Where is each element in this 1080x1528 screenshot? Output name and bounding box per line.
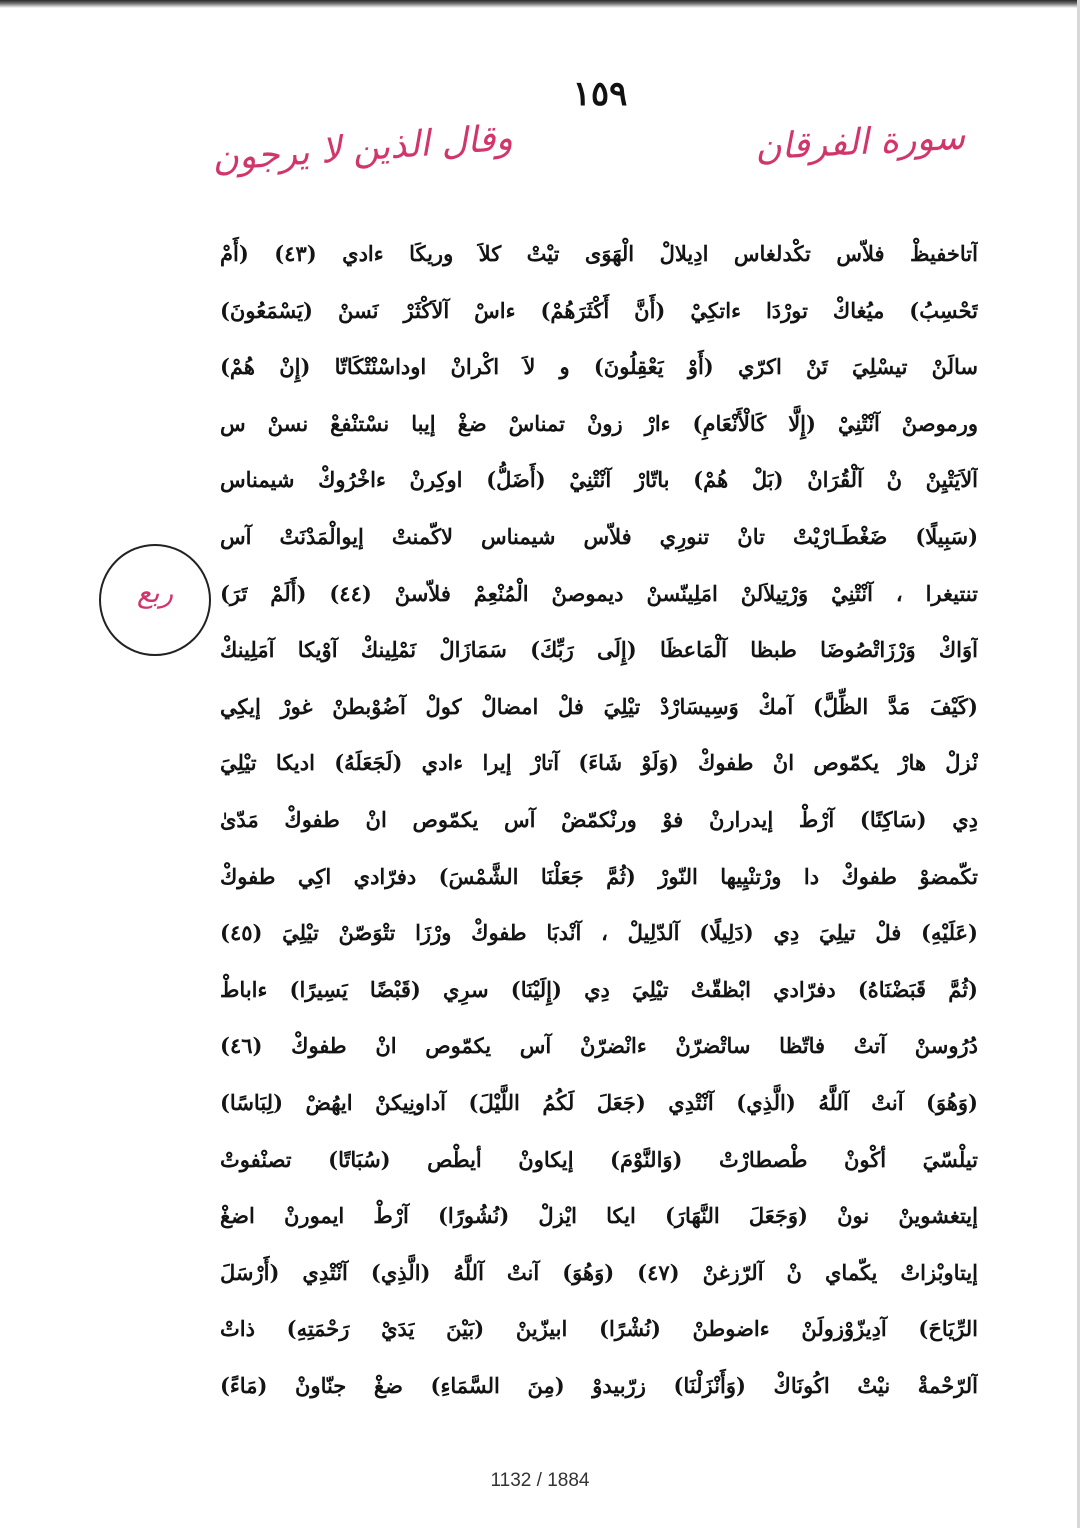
rub-marker-text: ربع [136,576,174,609]
text-line: تَحْسِبُ) ميُغاكْ تورْدَا ءاتكِيْ (أَنَّ أَكْثَرَهُمْ) ءاسْ آلاَكْثَرْ نَسنْ (يَسْمَعُونَ) [220,297,978,323]
text-line: ورموصنْ آنْتْنِيْ (إِلَّا كَالْأَنْعَامِ) ءارْ زونْ تمناسْ ضغْ إيبا نسْتنْفعْ نسنْ س [220,410,978,436]
text-line: (عَلَيْهِ) فلْ تيلِيَ دِي (دَلِيلًا) آلدّلِيلْ ، آنْدبَا طفوكْ ورْزَا تتْوَصّنْ تيْلِيَ (٤٥) [220,920,978,946]
rub-marker-circle [99,544,211,656]
text-line: (ثُمَّ قَبَضْنَاهُ) دفرّادي ابْظقّتْ تيْلِيَ دِي (إِلَيْنَا) سرِي (قَبْضًا يَسِيرًا) ءاباطْ [220,976,978,1002]
text-line: آوَاكْ وَرْزَاتْصُوضَا طبظا آلْمَاعظَا (إِلَى رَبِّكَ) سَمَازَالْ نَمْلِينكْ آوْيكا آمَلِينكْ [220,637,978,663]
text-line: نْزلْ هارْ يكمّوص انْ طفوكْ (وَلَوْ شَاءَ) آتارْ إيرا ءادي (لَجَعَلَهُ) اديكا تيْلِيَ [220,750,978,776]
text-line: آلاَيَتْيِنْ نْ آلْقُرَانْ (بَلْ هُمْ) باتّارْ آنْتْنِيْ (أَضَلُّ) اوكِرنْ ءاخْرُوكْ شيمناس [220,467,978,493]
text-line: الرِّيَاحَ) آدِيزّوْزولَنْ ءاضوطنْ (نُشْرًا) ابيزّينْ (بَيْنَ يَدَيْ رَحْمَتِهِ) ذاتْ [220,1316,978,1342]
text-line: دُرُوسنْ آتتْ فاتّظا ساتْضرّنْ ءانْضرّنْ آس يكمّوص انْ طفوكْ (٤٦) [220,1033,978,1059]
text-line: آلرّحْمةْ نيْتْ اكُونَاكْ (وَأَنْزَلْنَا) زرّبيدوْ (مِنَ السَّمَاءِ) ضغْ جنّاونْ (مَاءً) [220,1372,978,1398]
text-line: (وَهُوَ) آنتْ آللَّهُ (الَّذِي) آنْتْدِي (جَعَلَ لَكُمُ اللَّيْلَ) آداونِيكنْ ايهُضْ (لِبَاسًا) [220,1089,978,1115]
text-line: (كَيْفَ مَدَّ الظِّلَّ) آمكْ وَسِيسَارْدْ تيْلِيَ فلْ امضالْ كولْ آضُوْبطنْ غورْ إيكِي [220,693,978,719]
text-line: تنتيغرا ، آنْتْنِيْ وَرْتِيلاَلنْ امَلِينّسنْ ديموصنْ الْمُنْعِمْ فلاّسنْ (٤٤) (أَلَمْ تَرَ) [220,580,978,606]
scan-top-edge [0,0,1080,8]
text-line: (سَبِيلًا) ضَغْطَـارْيْتْ تانْ تنورِي فلاّس شيمناس لاكّمنتْ إيوالْمَدْنَتْ آس [220,523,978,549]
juz-name-note: وقال الذين لا يرجون [210,117,515,180]
text-line: سالَنْ تيسْلِيَ تَنْ اكرّي (أَوْ يَعْقِلُونَ) و لاَ اكْرانْ اوداسْنْتْكَاتّا (إِنْ هُمْ) [220,354,978,380]
text-line: إيتاوبْزاتْ يكّماي نْ آلرّزغنْ (٤٧) (وَهُوَ) آنتْ آللَّهُ (الَّذِي) آنْتْدِي (أَرْسَلَ [220,1259,978,1285]
surah-name-note: سورة الفرقان [754,116,967,169]
page-number: ١٥٩ [572,74,628,114]
text-line: دِي (سَاكِنًا) آرْطْ إيدرارنْ فوْ ورنْكمّضْ آس يكمّوص انْ طفوكْ مَدّىٰ [220,806,978,832]
text-line: تكّمضوْ طفوكْ دا ورْتنْيِيها النّورْ (ثُمَّ جَعَلْنَا الشَّمْسَ) دفرّادي اكِي طفوكْ [220,863,978,889]
text-line: إيتغشوينْ نونْ (وَجَعَلَ النَّهَارَ) ايكا ايْزلْ (نُشُورًا) آرْطْ ايمورنْ اضغْ [220,1203,978,1229]
page-indicator: 1132 / 1884 [490,1470,590,1491]
text-line: تيلْسّيَ أكْونْ طْصطارْتْ (وَالنَّوْمَ) إيكاونْ أيطْص (سُبَاتًا) تصنْفوتْ [220,1146,978,1172]
text-line: آتاخفيظْ فلاّس تكْدلغاس ادِيلالْ الْهَوَى تيْتْ كلاَ وريكَا ءادي (٤٣) (أَمْ [220,241,978,266]
page-body-text [220,226,978,1414]
